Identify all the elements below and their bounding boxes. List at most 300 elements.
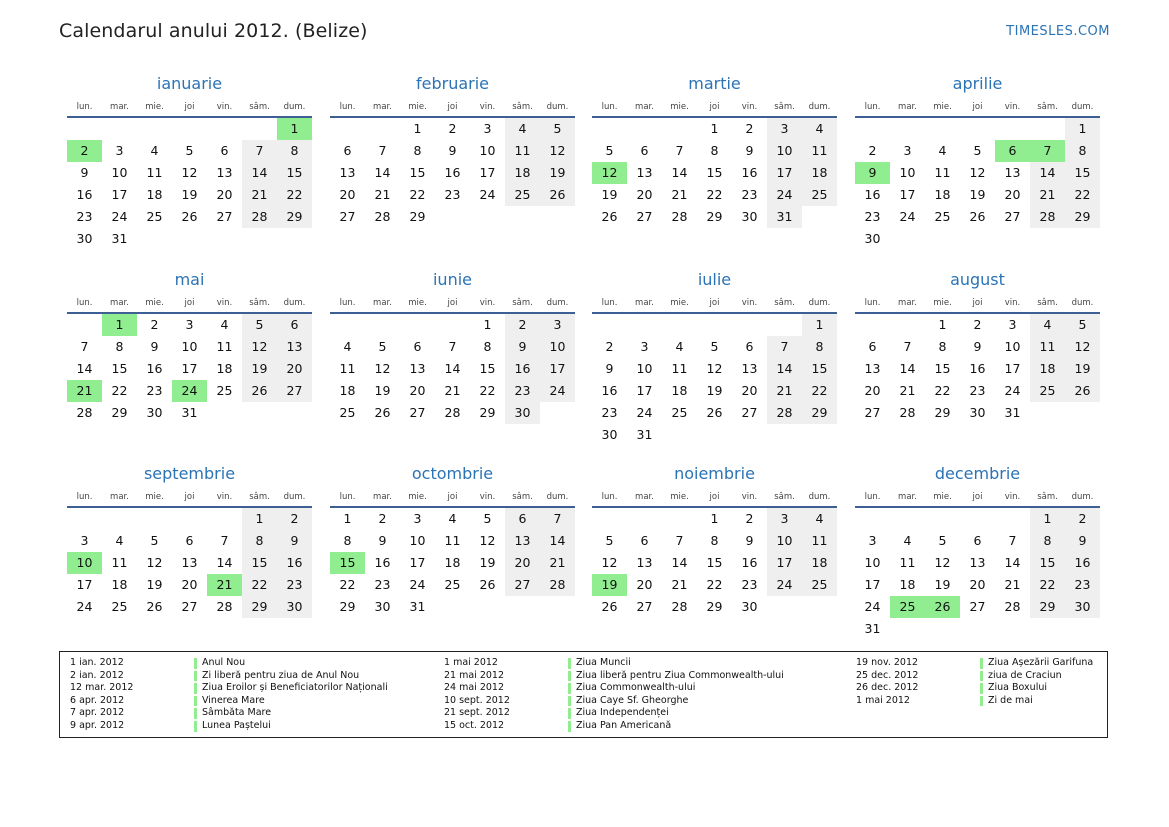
day-cell: 9 [378, 533, 387, 548]
day-cell: 2 [150, 317, 159, 332]
day-cell: 29 [706, 599, 723, 614]
day-cell: 8 [483, 339, 492, 354]
holiday-name: Vinerea Mare [202, 694, 265, 706]
day-cell: 24 [767, 574, 802, 596]
day-cell: 10 [409, 533, 426, 548]
day-cell: 26 [181, 209, 198, 224]
holiday-day-cell: 7 [1030, 140, 1065, 162]
day-cell: 31 [409, 599, 426, 614]
day-cell: 19 [479, 555, 496, 570]
day-cell: 5 [710, 339, 719, 354]
page-title: Calendarul anului 2012. (Belize) [59, 20, 368, 42]
day-cell: 21 [671, 187, 688, 202]
day-cell: 12 [146, 555, 163, 570]
weekday-label: dum. [283, 492, 306, 502]
day-cell: 8 [413, 143, 422, 158]
day-grid [67, 508, 312, 618]
weekday-label: sâm. [1037, 298, 1058, 308]
day-grid [330, 118, 575, 228]
weekday-header [592, 100, 837, 118]
day-cell: 25 [111, 599, 128, 614]
legend-row [70, 682, 388, 695]
day-cell: 3 [868, 533, 877, 548]
holiday-day-cell: 12 [592, 162, 627, 184]
holiday-date: 2 ian. 2012 [70, 669, 124, 681]
day-cell: 11 [934, 165, 951, 180]
weekday-label: mar. [110, 492, 129, 502]
day-cell: 25 [146, 209, 163, 224]
weekday-header [330, 100, 575, 118]
day-cell: 17 [864, 577, 881, 592]
day-cell: 2 [277, 508, 312, 530]
day-cell: 21 [242, 184, 277, 206]
day-cell: 11 [802, 140, 837, 162]
holiday-color-marker [194, 658, 197, 669]
holiday-date: 9 apr. 2012 [70, 719, 125, 731]
day-cell: 14 [767, 358, 802, 380]
day-cell: 16 [374, 555, 391, 570]
day-cell: 31 [111, 231, 128, 246]
holiday-day-cell: 24 [172, 380, 207, 402]
weekday-label: joi [184, 102, 195, 112]
empty-cell [137, 118, 172, 140]
day-cell: 17 [899, 187, 916, 202]
weekday-label: lun. [864, 102, 881, 112]
day-cell: 22 [339, 577, 356, 592]
holiday-day-cell: 21 [67, 380, 102, 402]
holiday-name: Ziua Muncii [576, 657, 631, 668]
day-cell: 28 [767, 402, 802, 424]
holiday-name: Ziua Așezării Garifuna [988, 657, 1094, 668]
holiday-name: Zi de mai [988, 694, 1033, 706]
day-cell: 4 [343, 339, 352, 354]
holiday-day-cell: 9 [855, 162, 890, 184]
day-cell: 29 [1065, 206, 1100, 228]
day-cell: 1 [1065, 118, 1100, 140]
holiday-date: 25 dec. 2012 [856, 669, 919, 681]
empty-cell [400, 314, 435, 336]
month-name: august [950, 270, 1005, 289]
day-cell: 23 [864, 209, 881, 224]
day-cell: 7 [448, 339, 457, 354]
day-cell: 26 [969, 209, 986, 224]
day-cell: 29 [934, 405, 951, 420]
legend-row [70, 707, 388, 720]
day-cell: 15 [277, 162, 312, 184]
month-name: ianuarie [156, 74, 223, 93]
empty-cell [890, 314, 925, 336]
weekday-label: dum. [1071, 492, 1094, 502]
day-cell: 3 [185, 317, 194, 332]
weekday-label: lun. [864, 492, 881, 502]
day-cell: 20 [181, 577, 198, 592]
day-cell: 8 [802, 336, 837, 358]
day-cell: 4 [115, 533, 124, 548]
day-cell: 26 [146, 599, 163, 614]
day-cell: 3 [413, 511, 422, 526]
weekday-header [592, 296, 837, 314]
empty-cell [925, 508, 960, 530]
day-cell: 25 [339, 405, 356, 420]
month-name: martie [688, 74, 741, 93]
day-cell: 26 [601, 209, 618, 224]
empty-cell [102, 508, 137, 530]
day-cell: 10 [767, 530, 802, 552]
day-cell: 16 [76, 187, 93, 202]
day-cell: 31 [767, 206, 802, 228]
day-cell: 15 [242, 552, 277, 574]
day-cell: 30 [505, 402, 540, 424]
holiday-date: 7 apr. 2012 [70, 707, 125, 719]
day-cell: 14 [899, 361, 916, 376]
day-cell: 6 [343, 143, 352, 158]
weekday-label: vin. [741, 298, 758, 308]
day-cell: 2 [605, 339, 614, 354]
empty-cell [1030, 118, 1065, 140]
day-cell: 30 [864, 231, 881, 246]
day-cell: 17 [111, 187, 128, 202]
day-grid [855, 508, 1100, 640]
day-cell: 8 [1030, 530, 1065, 552]
day-cell: 16 [741, 555, 758, 570]
weekday-header [855, 296, 1100, 314]
day-cell: 10 [1004, 339, 1021, 354]
day-cell: 29 [339, 599, 356, 614]
day-cell: 9 [150, 339, 159, 354]
day-cell: 31 [1004, 405, 1021, 420]
empty-cell [960, 508, 995, 530]
weekday-label: joi [709, 492, 720, 502]
weekday-label: dum. [808, 492, 831, 502]
day-cell: 16 [146, 361, 163, 376]
holiday-date: 6 apr. 2012 [70, 694, 125, 706]
day-cell: 24 [111, 209, 128, 224]
legend-column [856, 657, 1093, 707]
day-cell: 27 [864, 405, 881, 420]
holiday-name: Lunea Paștelui [202, 719, 271, 731]
day-grid [592, 314, 837, 446]
month-iulie [592, 269, 837, 446]
day-cell: 22 [1030, 574, 1065, 596]
day-cell: 10 [767, 140, 802, 162]
weekday-label: sâm. [249, 102, 270, 112]
legend-row [856, 670, 1093, 683]
day-cell: 21 [671, 577, 688, 592]
legend-row [70, 695, 388, 708]
day-cell: 30 [741, 209, 758, 224]
day-cell: 12 [374, 361, 391, 376]
weekday-label: sâm. [249, 298, 270, 308]
day-cell: 3 [1008, 317, 1017, 332]
day-cell: 27 [181, 599, 198, 614]
day-cell: 18 [899, 577, 916, 592]
day-cell: 3 [540, 314, 575, 336]
day-cell: 9 [80, 165, 89, 180]
day-cell: 13 [277, 336, 312, 358]
month-mai [67, 269, 312, 424]
day-cell: 18 [802, 162, 837, 184]
day-cell: 7 [80, 339, 89, 354]
month-name: aprilie [952, 74, 1003, 93]
day-cell: 18 [505, 162, 540, 184]
holiday-color-marker [194, 708, 197, 719]
day-cell: 23 [444, 187, 461, 202]
weekday-label: dum. [283, 102, 306, 112]
day-cell: 26 [1065, 380, 1100, 402]
day-cell: 22 [277, 184, 312, 206]
day-cell: 26 [706, 405, 723, 420]
day-cell: 21 [767, 380, 802, 402]
holiday-name: Ziua Eroilor și Beneficiatorilor Naționali [202, 682, 388, 694]
day-cell: 12 [969, 165, 986, 180]
weekday-label: mie. [933, 298, 952, 308]
day-cell: 12 [242, 336, 277, 358]
day-cell: 18 [339, 383, 356, 398]
day-cell: 18 [1030, 358, 1065, 380]
day-cell: 31 [636, 427, 653, 442]
day-cell: 24 [899, 209, 916, 224]
month-septembrie [67, 463, 312, 618]
weekday-label: sâm. [512, 298, 533, 308]
day-cell: 22 [111, 383, 128, 398]
day-cell: 30 [969, 405, 986, 420]
day-cell: 8 [1065, 140, 1100, 162]
day-cell: 17 [636, 383, 653, 398]
day-cell: 26 [479, 577, 496, 592]
day-cell: 10 [540, 336, 575, 358]
weekday-label: lun. [76, 298, 93, 308]
day-cell: 2 [973, 317, 982, 332]
month-aprilie [855, 73, 1100, 250]
holiday-date: 1 mai 2012 [444, 657, 498, 668]
day-cell: 3 [767, 118, 802, 140]
day-cell: 25 [934, 209, 951, 224]
day-cell: 13 [969, 555, 986, 570]
empty-cell [207, 508, 242, 530]
weekday-label: dum. [546, 102, 569, 112]
day-grid [592, 118, 837, 228]
weekday-label: sâm. [774, 492, 795, 502]
holiday-date: 10 sept. 2012 [444, 694, 510, 706]
day-cell: 24 [864, 599, 881, 614]
weekday-label: mar. [373, 298, 392, 308]
day-cell: 17 [76, 577, 93, 592]
day-cell: 8 [710, 533, 719, 548]
day-cell: 25 [216, 383, 233, 398]
day-cell: 9 [505, 336, 540, 358]
weekday-label: mie. [408, 102, 427, 112]
day-cell: 19 [601, 187, 618, 202]
day-cell: 9 [745, 533, 754, 548]
day-cell: 24 [1004, 383, 1021, 398]
day-cell: 28 [540, 574, 575, 596]
day-cell: 13 [636, 555, 653, 570]
day-cell: 11 [671, 361, 688, 376]
day-cell: 20 [505, 552, 540, 574]
weekday-header [67, 490, 312, 508]
day-cell: 7 [675, 533, 684, 548]
weekday-label: dum. [808, 102, 831, 112]
day-cell: 27 [1004, 209, 1021, 224]
holiday-date: 12 mar. 2012 [70, 682, 134, 694]
day-cell: 10 [181, 339, 198, 354]
day-cell: 5 [1065, 314, 1100, 336]
holiday-date: 1 mai 2012 [856, 694, 910, 706]
day-cell: 5 [938, 533, 947, 548]
weekday-label: lun. [601, 298, 618, 308]
weekday-label: mar. [635, 102, 654, 112]
day-cell: 3 [767, 508, 802, 530]
day-cell: 1 [413, 121, 422, 136]
weekday-header [330, 490, 575, 508]
day-cell: 15 [479, 361, 496, 376]
weekday-header [855, 490, 1100, 508]
day-cell: 18 [444, 555, 461, 570]
day-cell: 22 [479, 383, 496, 398]
day-cell: 27 [741, 405, 758, 420]
empty-cell [995, 508, 1030, 530]
weekday-label: mie. [933, 102, 952, 112]
weekday-label: lun. [339, 492, 356, 502]
day-cell: 7 [242, 140, 277, 162]
day-grid [330, 314, 575, 424]
weekday-label: joi [972, 492, 983, 502]
day-cell: 17 [409, 555, 426, 570]
weekday-label: dum. [546, 298, 569, 308]
day-cell: 21 [1030, 184, 1065, 206]
day-cell: 18 [934, 187, 951, 202]
day-cell: 30 [1065, 596, 1100, 618]
day-cell: 2 [1065, 508, 1100, 530]
day-cell: 11 [339, 361, 356, 376]
holiday-color-marker [980, 671, 983, 682]
weekday-label: sâm. [1037, 492, 1058, 502]
weekday-label: mie. [408, 492, 427, 502]
holiday-legend [59, 651, 1108, 738]
legend-row [444, 682, 784, 695]
day-cell: 25 [802, 574, 837, 596]
day-cell: 4 [802, 118, 837, 140]
empty-cell [330, 118, 365, 140]
day-cell: 3 [903, 143, 912, 158]
day-cell: 13 [741, 361, 758, 376]
weekday-label: dum. [546, 492, 569, 502]
day-cell: 12 [181, 165, 198, 180]
holiday-date: 21 mai 2012 [444, 669, 505, 681]
day-cell: 23 [505, 380, 540, 402]
day-cell: 6 [745, 339, 754, 354]
empty-cell [592, 314, 627, 336]
legend-column [70, 657, 388, 733]
site-brand-link[interactable]: TIMESLES.COM [1006, 24, 1110, 39]
day-cell: 11 [802, 530, 837, 552]
day-cell: 3 [80, 533, 89, 548]
day-cell: 28 [1004, 599, 1021, 614]
holiday-color-marker [568, 658, 571, 669]
day-cell: 29 [111, 405, 128, 420]
day-cell: 7 [378, 143, 387, 158]
day-cell: 18 [111, 577, 128, 592]
empty-cell [662, 508, 697, 530]
day-cell: 6 [973, 533, 982, 548]
day-cell: 22 [242, 574, 277, 596]
day-cell: 5 [973, 143, 982, 158]
weekday-label: vin. [216, 102, 233, 112]
holiday-day-cell: 21 [207, 574, 242, 596]
weekday-label: joi [184, 298, 195, 308]
holiday-name: Zi liberă pentru ziua de Anul Nou [202, 669, 360, 681]
day-cell: 29 [409, 209, 426, 224]
holiday-color-marker [980, 683, 983, 694]
day-cell: 22 [409, 187, 426, 202]
legend-row [444, 657, 784, 670]
day-cell: 21 [1004, 577, 1021, 592]
weekday-label: vin. [1004, 102, 1021, 112]
day-cell: 23 [76, 209, 93, 224]
day-cell: 22 [1065, 184, 1100, 206]
day-cell: 5 [185, 143, 194, 158]
empty-cell [662, 118, 697, 140]
weekday-header [592, 490, 837, 508]
weekday-label: vin. [479, 298, 496, 308]
empty-cell [855, 118, 890, 140]
day-cell: 16 [444, 165, 461, 180]
holiday-name: Ziua Boxului [988, 682, 1047, 694]
day-cell: 14 [540, 530, 575, 552]
day-cell: 19 [374, 383, 391, 398]
day-cell: 26 [540, 184, 575, 206]
day-cell: 11 [505, 140, 540, 162]
day-cell: 17 [767, 162, 802, 184]
day-cell: 23 [374, 577, 391, 592]
holiday-day-cell: 2 [67, 140, 102, 162]
day-cell: 23 [1065, 574, 1100, 596]
day-cell: 20 [1004, 187, 1021, 202]
day-cell: 20 [339, 187, 356, 202]
day-cell: 12 [479, 533, 496, 548]
day-cell: 14 [1030, 162, 1065, 184]
weekday-label: sâm. [774, 102, 795, 112]
weekday-label: mar. [110, 298, 129, 308]
day-cell: 8 [710, 143, 719, 158]
day-cell: 26 [374, 405, 391, 420]
empty-cell [627, 508, 662, 530]
day-cell: 22 [934, 383, 951, 398]
day-cell: 24 [479, 187, 496, 202]
legend-row [444, 707, 784, 720]
day-cell: 13 [864, 361, 881, 376]
day-cell: 7 [540, 508, 575, 530]
day-cell: 30 [741, 599, 758, 614]
weekday-label: sâm. [249, 492, 270, 502]
day-cell: 28 [899, 405, 916, 420]
day-cell: 10 [864, 555, 881, 570]
holiday-date: 19 nov. 2012 [856, 657, 919, 668]
day-cell: 14 [216, 555, 233, 570]
empty-cell [925, 118, 960, 140]
day-cell: 27 [339, 209, 356, 224]
day-grid [67, 314, 312, 424]
legend-row [856, 695, 1093, 708]
day-cell: 15 [706, 555, 723, 570]
day-cell: 31 [864, 621, 881, 636]
day-cell: 4 [448, 511, 457, 526]
weekday-label: lun. [601, 102, 618, 112]
weekday-header [67, 296, 312, 314]
day-cell: 11 [444, 533, 461, 548]
day-cell: 2 [448, 121, 457, 136]
day-cell: 28 [216, 599, 233, 614]
